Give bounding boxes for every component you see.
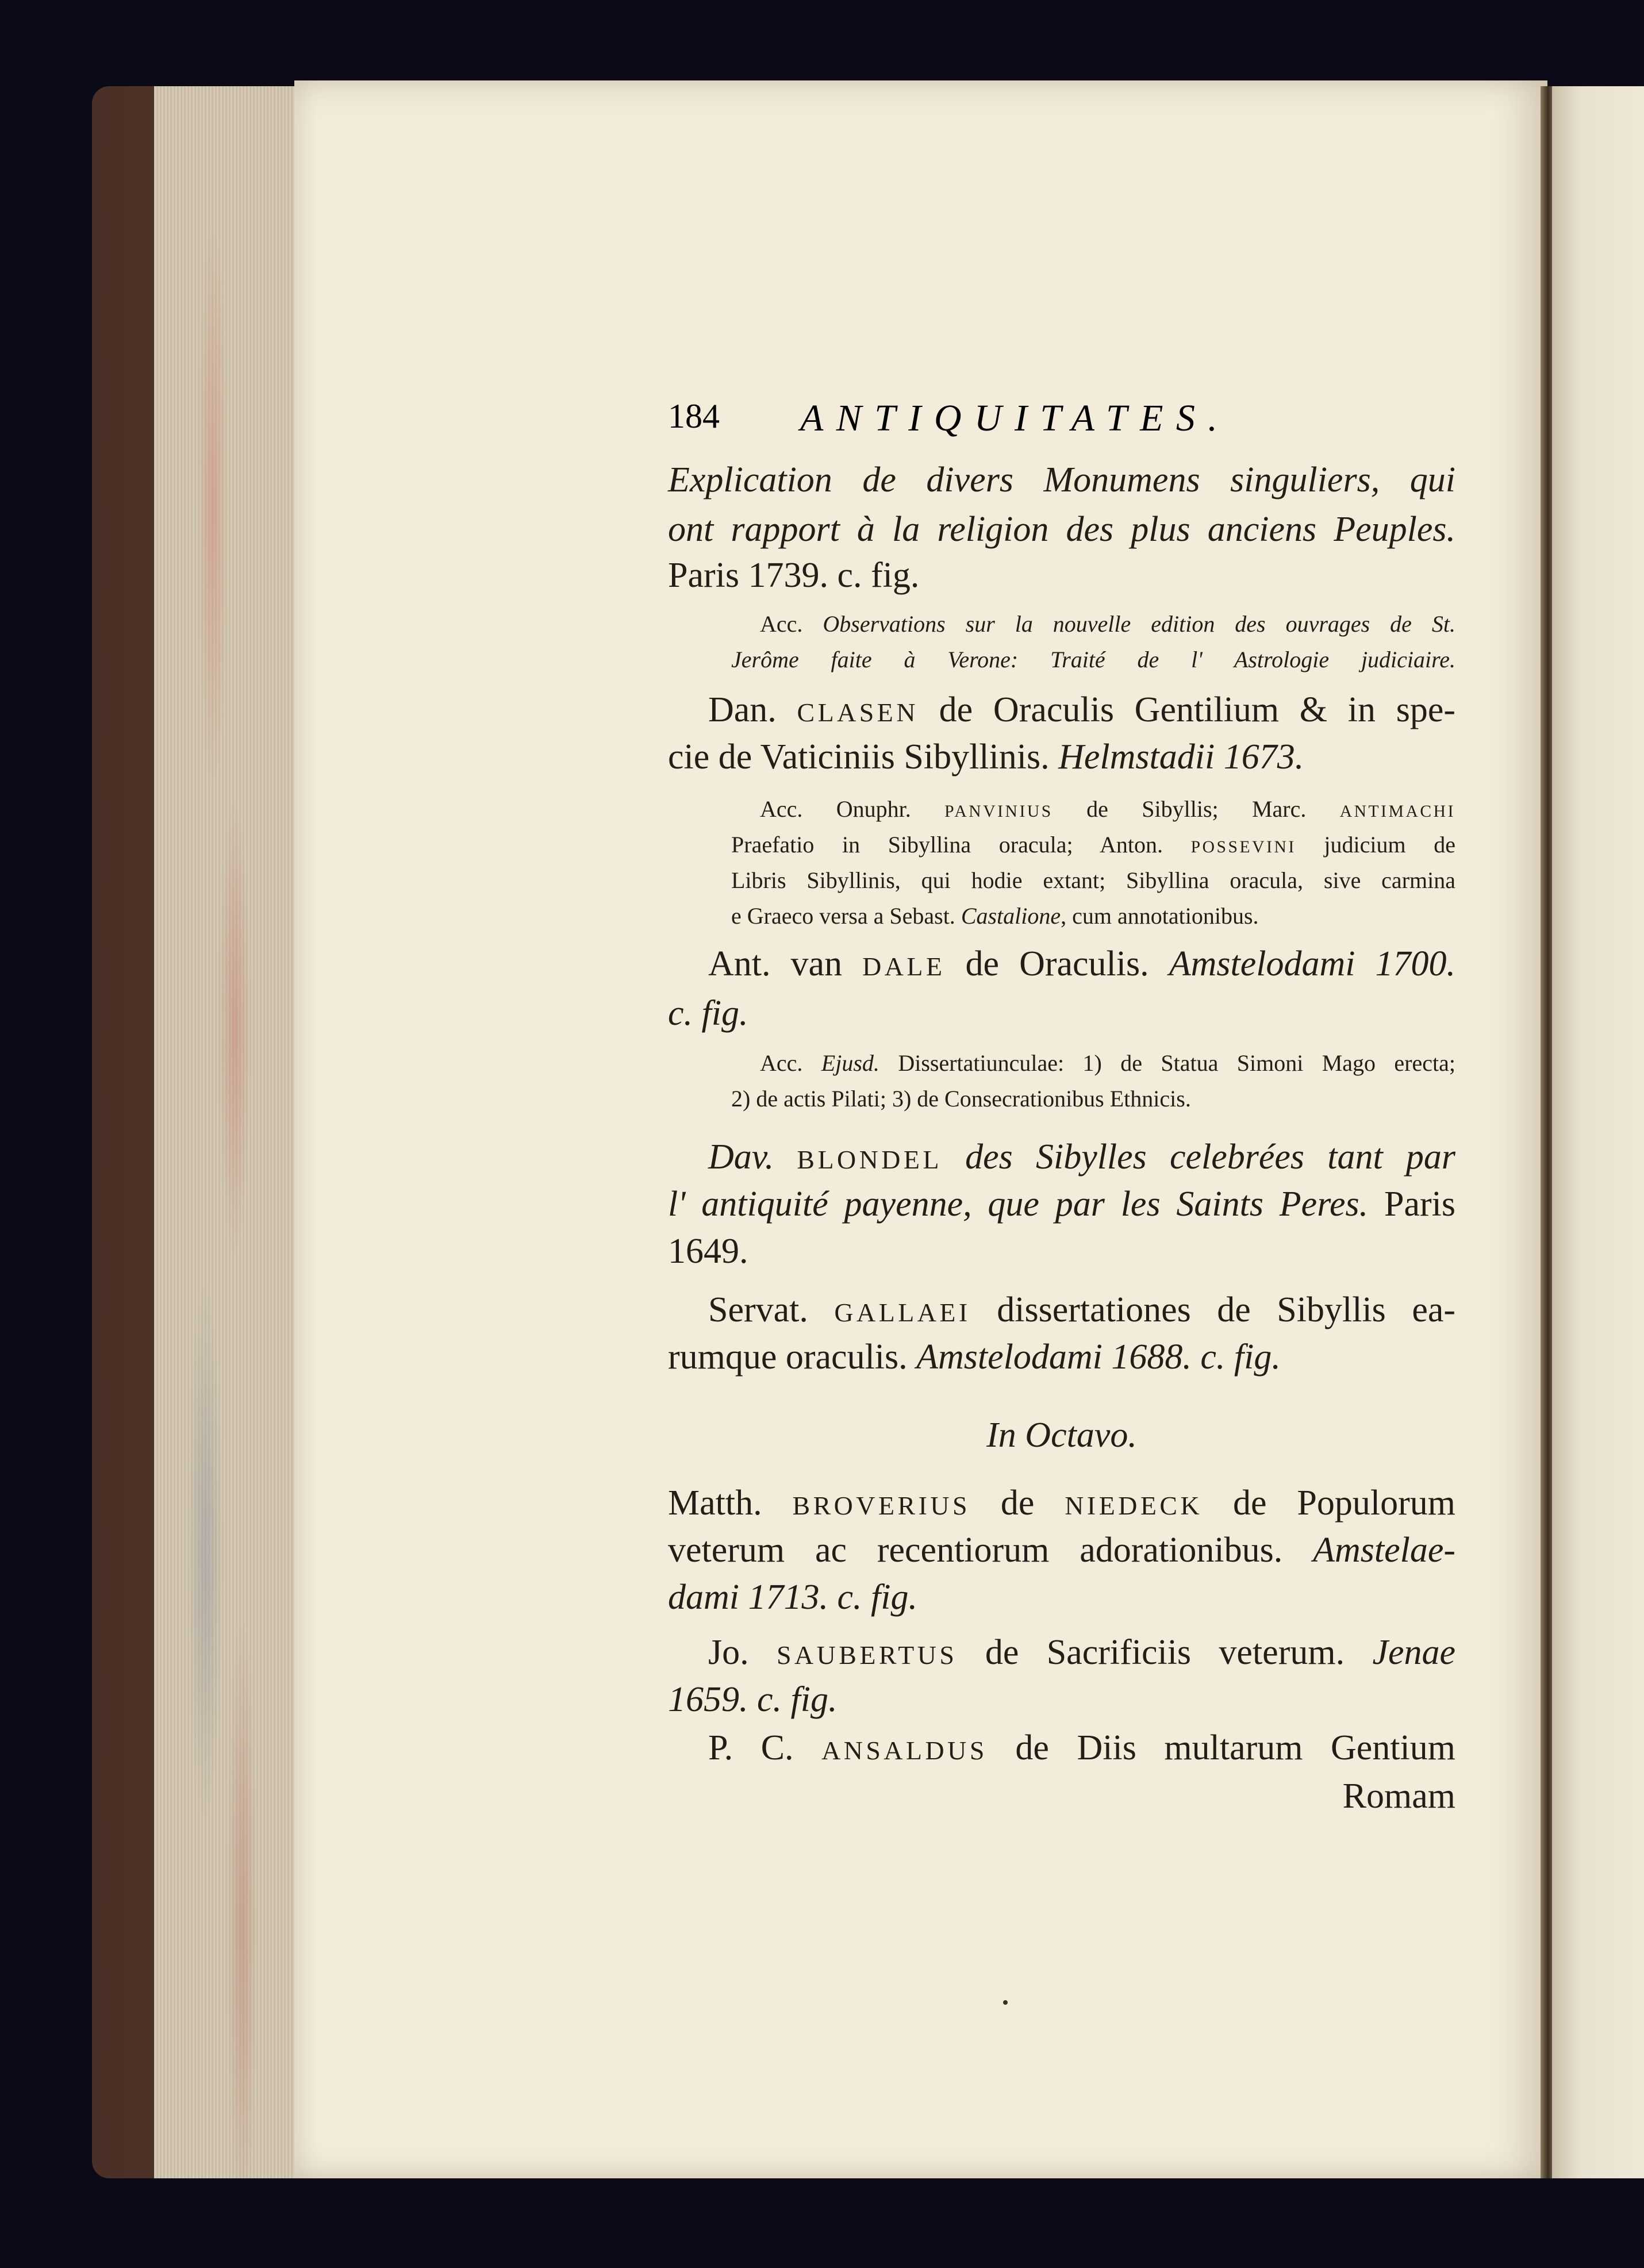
running-head: ANTIQUITATES. — [800, 397, 1231, 439]
entry-line: ont rapport à la religion des plus anciens Peuples. — [668, 510, 1455, 549]
annotation-line: Praefatio in Sibyllina oracula; Anton. POSSEVINI judicium de — [731, 832, 1455, 858]
annotation-line: Acc. Observations sur la nouvelle edition des ouvrages de St. — [760, 611, 1455, 637]
page-number: 184 — [668, 397, 720, 435]
entry-line: Dan. CLASEN de Oraculis Gentilium & in spe- — [708, 690, 1455, 729]
annotation-line: Jerôme faite à Verone: Traité de l' Astrologie judiciaire. — [731, 647, 1455, 672]
section-heading: In Octavo. — [986, 1416, 1137, 1455]
facing-page-edge — [1552, 86, 1644, 2178]
entry-line: veterum ac recentiorum adorationibus. Amstelae- — [668, 1531, 1455, 1570]
entry-line: rumque oraculis. Amstelodami 1688. c. fig. — [668, 1337, 1281, 1377]
annotation-line: e Graeco versa a Sebast. Castalione, cum annotationibus. — [731, 903, 1259, 929]
entry-line: Dav. BLONDEL des Sibylles celebrées tant par — [708, 1137, 1455, 1177]
entry-line: Paris 1739. c. fig. — [668, 556, 920, 595]
book-page — [294, 80, 1547, 2178]
page-header — [668, 397, 1455, 443]
entry-line: l' antiquité payenne, que par les Saints Peres. Paris — [668, 1185, 1455, 1224]
entry-line: dami 1713. c. fig. — [668, 1578, 917, 1617]
entry-line: Explication de divers Monumens singuliers, qui — [668, 460, 1455, 499]
entry-line: cie de Vaticiniis Sibyllinis. Helmstadii 1673. — [668, 737, 1304, 776]
annotation-line: Libris Sibyllinis, qui hodie extant; Sibyllina oracula, sive carmina — [731, 867, 1455, 893]
entry-line: Jo. SAUBERTUS de Sacrificiis veterum. Jenae — [708, 1633, 1455, 1672]
page-speck — [1003, 2000, 1008, 2005]
annotation-line: Acc. Ejusd. Dissertatiunculae: 1) de Statua Simoni Mago erecta; — [760, 1050, 1455, 1076]
entry-line: Matth. BROVERIUS de NIEDECK de Populorum — [668, 1483, 1455, 1523]
annotation-line: Acc. Onuphr. PANVINIUS de Sibyllis; Marc. ANTIMACHI — [760, 796, 1455, 822]
catchword: Romam — [1342, 1777, 1455, 1816]
entry-line: c. fig. — [668, 994, 748, 1033]
annotation-line: 2) de actis Pilati; 3) de Consecrationibus Ethnicis. — [731, 1086, 1191, 1112]
entry-line: Ant. van DALE de Oraculis. Amstelodami 1700. — [708, 944, 1456, 983]
entry-line: Servat. GALLAEI dissertationes de Sibyllis ea- — [708, 1290, 1456, 1329]
marbled-fore-edge — [154, 86, 301, 2178]
entry-line: 1659. c. fig. — [668, 1680, 838, 1719]
entry-line: P. C. ANSALDUS de Diis multarum Gentium — [708, 1728, 1455, 1767]
entry-line: 1649. — [668, 1232, 748, 1271]
